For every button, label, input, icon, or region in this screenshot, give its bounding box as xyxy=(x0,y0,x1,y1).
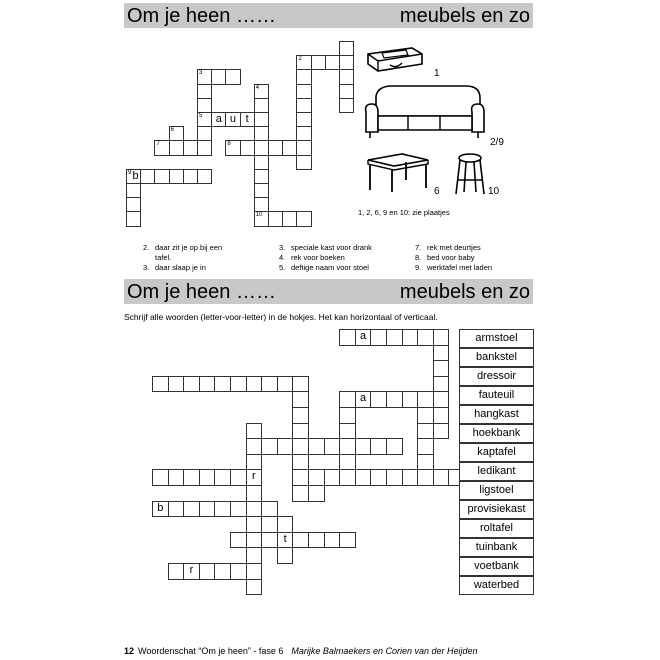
given-letter: t xyxy=(245,113,249,125)
crossword-cell[interactable] xyxy=(355,391,372,408)
crossword-cell[interactable] xyxy=(296,55,311,70)
clue-number: 5 xyxy=(199,113,203,119)
word-list-item: kaptafel xyxy=(459,443,534,462)
crossword-cell[interactable] xyxy=(417,391,434,408)
crossword-cell[interactable] xyxy=(240,140,255,155)
crossword-cell[interactable] xyxy=(230,501,247,518)
crossword-cell[interactable] xyxy=(246,579,263,596)
crossword-cell[interactable] xyxy=(370,469,387,486)
crossword-cell[interactable] xyxy=(308,469,325,486)
crossword-cell[interactable] xyxy=(433,360,450,377)
crossword-cell[interactable] xyxy=(386,391,403,408)
banner-title-right: meubels en zo xyxy=(399,281,530,303)
crossword-cell[interactable] xyxy=(199,376,216,393)
stool-picture xyxy=(452,150,488,196)
given-letter: u xyxy=(229,113,237,125)
crossword-cell[interactable] xyxy=(168,376,185,393)
crossword-cell[interactable] xyxy=(402,391,419,408)
crossword-cell[interactable] xyxy=(308,485,325,502)
given-letter: t xyxy=(283,532,287,545)
crossword-cell[interactable] xyxy=(339,532,356,549)
crossword-cell[interactable] xyxy=(183,501,200,518)
crossword-cell[interactable] xyxy=(168,501,185,518)
crossword-cell[interactable] xyxy=(339,41,354,56)
picture-note: 1, 2, 6, 9 en 10: zie plaatjes xyxy=(358,208,450,217)
crossword-cell[interactable] xyxy=(402,469,419,486)
crossword-cell[interactable] xyxy=(370,438,387,455)
clue-number: 7 xyxy=(156,141,160,148)
crossword-cell[interactable] xyxy=(254,197,269,212)
crossword-cell[interactable] xyxy=(254,112,269,127)
crossword-cell[interactable] xyxy=(197,98,212,113)
crossword-cell[interactable] xyxy=(254,98,269,113)
crossword-cell[interactable] xyxy=(199,469,216,486)
crossword-cell[interactable] xyxy=(277,532,294,549)
clue-number: 2 xyxy=(298,56,302,63)
crossword-cell[interactable] xyxy=(126,197,141,212)
clue-number: 4 xyxy=(255,84,260,91)
crossword-cell[interactable] xyxy=(282,211,297,226)
crossword-cell[interactable] xyxy=(197,69,212,84)
sofa-picture xyxy=(362,82,486,140)
crossword-cell[interactable] xyxy=(246,547,263,564)
crossword-cell[interactable] xyxy=(296,140,311,155)
crossword-cell[interactable] xyxy=(324,469,341,486)
crossword-cell[interactable] xyxy=(339,69,354,84)
crossword-cell[interactable] xyxy=(183,563,200,580)
crossword-cell[interactable] xyxy=(154,169,169,184)
clue-number: 10 xyxy=(255,212,263,219)
crossword-cell[interactable] xyxy=(386,469,403,486)
crossword-cell[interactable] xyxy=(246,454,263,471)
given-letter: a xyxy=(215,113,222,125)
crossword-cell[interactable] xyxy=(183,140,198,155)
crossword-cell[interactable] xyxy=(183,169,198,184)
crossword-cell[interactable] xyxy=(402,329,419,346)
crossword-cell[interactable] xyxy=(277,376,294,393)
crossword-cell[interactable] xyxy=(214,469,231,486)
crossword-cell[interactable] xyxy=(261,438,278,455)
clue-item: 9. werktafel met laden xyxy=(415,263,493,272)
given-letter: a xyxy=(360,330,367,342)
crossword-cell[interactable] xyxy=(254,211,269,226)
crossword-cell[interactable] xyxy=(246,501,263,518)
crossword-cell[interactable] xyxy=(292,485,309,502)
banner-title-right: meubels en zo xyxy=(399,5,530,27)
clue-item: 3. speciale kast voor drank xyxy=(279,243,372,252)
given-letter: a xyxy=(360,392,367,405)
crossword-cell[interactable] xyxy=(246,438,263,455)
clue-item: 2. daar zit je op bij een xyxy=(143,243,223,252)
crossword-cell[interactable] xyxy=(433,469,450,486)
crossword-cell[interactable] xyxy=(240,112,255,127)
crossword-cell[interactable] xyxy=(140,169,155,184)
picture-label-2-9: 2/9 xyxy=(490,137,504,148)
crossword-cell[interactable] xyxy=(169,126,184,141)
crossword-cell[interactable] xyxy=(154,140,169,155)
bottom-banner xyxy=(124,279,533,304)
crossword-cell[interactable] xyxy=(169,140,184,155)
crossword-cell[interactable] xyxy=(126,211,141,226)
crossword-cell[interactable] xyxy=(225,69,240,84)
crossword-cell[interactable] xyxy=(292,423,309,440)
clue-item: tafel. xyxy=(155,253,172,262)
page-number: 12 xyxy=(124,646,135,656)
crossword-cell[interactable] xyxy=(211,69,226,84)
clue-item: 4. rek voor boeken xyxy=(279,253,345,262)
crossword-cell[interactable] xyxy=(246,532,263,549)
word-list-item: ligstoel xyxy=(459,481,534,500)
crossword-cell[interactable] xyxy=(308,438,325,455)
crossword-cell[interactable] xyxy=(168,469,185,486)
crossword-cell[interactable] xyxy=(152,376,169,393)
crossword-cell[interactable] xyxy=(199,501,216,518)
crossword-cell[interactable] xyxy=(339,391,356,408)
crossword-cell[interactable] xyxy=(433,345,450,362)
crossword-cell[interactable] xyxy=(225,140,240,155)
picture-label-6: 6 xyxy=(434,186,440,197)
crossword-cell[interactable] xyxy=(268,140,283,155)
crossword-cell[interactable] xyxy=(230,563,247,580)
crossword-cell[interactable] xyxy=(324,532,341,549)
crossword-cell[interactable] xyxy=(370,391,387,408)
crossword-cell[interactable] xyxy=(292,532,309,549)
word-list-item: fauteuil xyxy=(459,386,534,405)
crossword-cell[interactable] xyxy=(339,329,356,346)
crossword-cell[interactable] xyxy=(197,112,212,127)
word-list-item: roltafel xyxy=(459,519,534,538)
crossword-cell[interactable] xyxy=(296,84,311,99)
crossword-cell[interactable] xyxy=(417,454,434,471)
crossword-cell[interactable] xyxy=(254,84,269,99)
crossword-cell[interactable] xyxy=(433,423,450,440)
crossword-cell[interactable] xyxy=(339,55,354,70)
crossword-cell[interactable] xyxy=(355,469,372,486)
crossword-cell[interactable] xyxy=(292,438,309,455)
crossword-cell[interactable] xyxy=(254,155,269,170)
crossword-cell[interactable] xyxy=(277,516,294,533)
crossword-cell[interactable] xyxy=(339,84,354,99)
crossword-cell[interactable] xyxy=(214,501,231,518)
crossword-cell[interactable] xyxy=(214,376,231,393)
crossword-cell[interactable] xyxy=(183,469,200,486)
crossword-cell[interactable] xyxy=(214,563,231,580)
crossword-cell[interactable] xyxy=(277,438,294,455)
crossword-cell[interactable] xyxy=(169,169,184,184)
crossword-cell[interactable] xyxy=(197,84,212,99)
crossword-cell[interactable] xyxy=(183,376,200,393)
crossword-cell[interactable] xyxy=(296,69,311,84)
crossword-cell[interactable] xyxy=(296,126,311,141)
crossword-cell[interactable] xyxy=(325,55,340,70)
top-banner xyxy=(124,3,533,28)
crossword-cell[interactable] xyxy=(246,423,263,440)
given-letter: r xyxy=(252,470,256,483)
crossword-cell[interactable] xyxy=(339,438,356,455)
crossword-cell[interactable] xyxy=(261,501,278,518)
banner-title-left: Om je heen …… xyxy=(127,5,276,27)
word-list-item: ledikant xyxy=(459,462,534,481)
footer-title: Woordenschat “Om je heen” - fase 6 xyxy=(138,646,284,656)
crossword-cell[interactable] xyxy=(197,140,212,155)
crossword-cell[interactable] xyxy=(126,169,141,184)
word-list-item: hangkast xyxy=(459,405,534,424)
crossword-cell[interactable] xyxy=(339,98,354,113)
crossword-cell[interactable] xyxy=(292,376,309,393)
given-letter: b xyxy=(132,169,139,182)
crossword-cell[interactable] xyxy=(246,485,263,502)
crossword-cell[interactable] xyxy=(126,183,141,198)
crossword-cell[interactable] xyxy=(230,376,247,393)
word-list-item: voetbank xyxy=(459,557,534,576)
crossword-cell[interactable] xyxy=(292,391,309,408)
crossword-cell[interactable] xyxy=(386,438,403,455)
crossword-cell[interactable] xyxy=(197,126,212,141)
page-footer xyxy=(124,646,478,656)
word-list-item: dressoir xyxy=(459,367,534,386)
crossword-cell[interactable] xyxy=(386,329,403,346)
crossword-cell[interactable] xyxy=(292,454,309,471)
crossword-cell[interactable] xyxy=(197,169,212,184)
crossword-cell[interactable] xyxy=(199,563,216,580)
crossword-cell[interactable] xyxy=(339,423,356,440)
clue-number: 6 xyxy=(170,127,174,134)
crossword-cell[interactable] xyxy=(152,469,169,486)
crossword-cell[interactable] xyxy=(433,329,450,346)
clue-item: 8. bed voor baby xyxy=(415,253,475,262)
given-letter: r xyxy=(189,564,194,576)
word-list-item: waterbed xyxy=(459,576,534,595)
crossword-cell[interactable] xyxy=(296,155,311,170)
crossword-cell[interactable] xyxy=(433,407,450,424)
given-letter: b xyxy=(157,501,164,514)
crossword-cell[interactable] xyxy=(417,407,434,424)
crossword-cell[interactable] xyxy=(246,563,263,580)
crossword-cell[interactable] xyxy=(292,469,309,486)
crossword-cell[interactable] xyxy=(254,140,269,155)
crossword-cell[interactable] xyxy=(417,329,434,346)
crossword-cell[interactable] xyxy=(296,98,311,113)
crossword-cell[interactable] xyxy=(324,438,341,455)
crossword-cell[interactable] xyxy=(230,532,247,549)
crossword-cell[interactable] xyxy=(254,126,269,141)
word-list-item: hoekbank xyxy=(459,424,534,443)
clue-item: 5. deftige naam voor stoel xyxy=(279,263,369,272)
crossword-cell[interactable] xyxy=(230,469,247,486)
crossword-cell[interactable] xyxy=(308,532,325,549)
crossword-cell[interactable] xyxy=(339,407,356,424)
word-list-item: provisiekast xyxy=(459,500,534,519)
clue-number: 3 xyxy=(199,70,203,77)
instruction-text: Schrijf alle woorden (letter-voor-letter) in de hokjes. Het kan horizontaal of verticaal. xyxy=(124,312,438,322)
word-list-item: armstoel xyxy=(459,329,534,348)
crossword-cell[interactable] xyxy=(355,329,372,346)
crossword-cell[interactable] xyxy=(433,391,450,408)
crossword-cell[interactable] xyxy=(417,423,434,440)
word-list-item: bankstel xyxy=(459,348,534,367)
crossword-cell[interactable] xyxy=(152,501,169,518)
crossword-cell[interactable] xyxy=(246,376,263,393)
crossword-cell[interactable] xyxy=(246,469,263,486)
crossword-cell[interactable] xyxy=(292,407,309,424)
crossword-cell[interactable] xyxy=(268,211,283,226)
crossword-cell[interactable] xyxy=(261,532,278,549)
table-picture xyxy=(362,150,432,194)
crossword-cell[interactable] xyxy=(296,112,311,127)
clue-number: 9 xyxy=(128,169,132,176)
crossword-cell[interactable] xyxy=(254,169,269,184)
picture-label-10: 10 xyxy=(488,186,500,197)
crossword-cell[interactable] xyxy=(417,469,434,486)
footer-authors: Marijke Balmaekers en Corien van der Heijden xyxy=(291,646,478,656)
picture-label-1: 1 xyxy=(434,68,440,79)
crossword-cell[interactable] xyxy=(282,140,297,155)
clue-item: 7. rek met deurtjes xyxy=(415,243,481,252)
drawer-picture xyxy=(362,44,426,74)
banner-title-left: Om je heen …… xyxy=(127,281,276,303)
crossword-cell[interactable] xyxy=(311,55,326,70)
crossword-cell[interactable] xyxy=(225,112,240,127)
clue-item: 3. daar slaap je in xyxy=(143,263,206,272)
crossword-cell[interactable] xyxy=(417,438,434,455)
crossword-cell[interactable] xyxy=(261,376,278,393)
word-list-item: tuinbank xyxy=(459,538,534,557)
clue-number: 8 xyxy=(227,141,231,148)
crossword-cell[interactable] xyxy=(246,516,263,533)
crossword-cell[interactable] xyxy=(339,454,356,471)
crossword-cell[interactable] xyxy=(254,183,269,198)
crossword-cell[interactable] xyxy=(211,112,226,127)
crossword-cell[interactable] xyxy=(433,376,450,393)
crossword-cell[interactable] xyxy=(277,547,294,564)
crossword-cell[interactable] xyxy=(168,563,185,580)
crossword-cell[interactable] xyxy=(370,329,387,346)
crossword-cell[interactable] xyxy=(339,469,356,486)
crossword-cell[interactable] xyxy=(296,211,311,226)
crossword-cell[interactable] xyxy=(355,438,372,455)
